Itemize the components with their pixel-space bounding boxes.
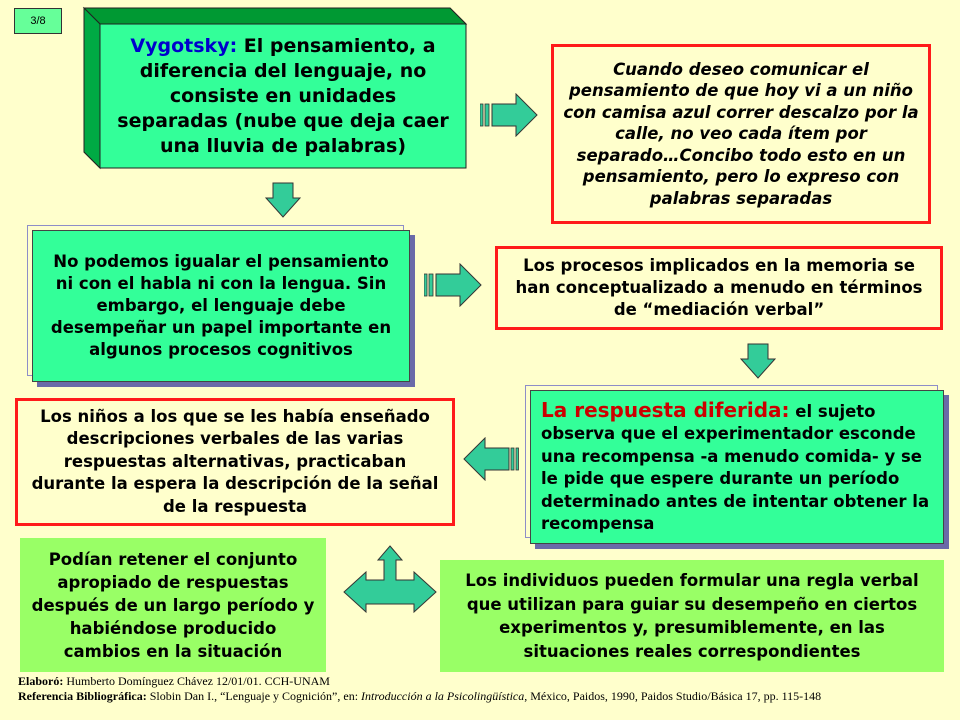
- vygotsky-name: Vygotsky:: [130, 34, 238, 57]
- individuos-box: Los individuos pueden formular una regla verbal que utilizan para guiar su desempeño en ciertos experimentos y, presumiblemente, en las situaciones reales correspondientes: [440, 560, 944, 672]
- three-way-arrow-icon: [340, 544, 440, 622]
- arrow-right-icon: [424, 263, 482, 307]
- arrow-right-icon: [480, 93, 538, 137]
- slide-number: 3/8: [14, 8, 62, 34]
- vygotsky-box: [84, 8, 466, 168]
- retener-box: Podían retener el conjunto apropiado de respuestas después de un largo período y habiéndose producido cambios en la situación: [20, 538, 326, 672]
- footer-ref-italic: Introducción a la Psicolingüística: [361, 689, 525, 703]
- igualar-box: [32, 230, 410, 382]
- arrow-left-icon: [463, 437, 519, 481]
- memoria-box: Los procesos implicados en la memoria se han conceptualizado a menudo en términos de “mediación verbal”: [495, 246, 943, 330]
- footer-ref-text2: , México, Paidos, 1990, Paidos Studio/Básica 17, pp. 115-148: [524, 689, 822, 703]
- igualar-text: No podemos igualar el pensamiento ni con el habla ni con la lengua. Sin embargo, el lenguaje debe desempeñar un papel importante en algunos procesos cognitivos: [50, 252, 392, 359]
- arrow-down-icon: [740, 343, 776, 379]
- arrow-down-icon: [265, 182, 301, 218]
- diferida-text: [531, 391, 943, 543]
- comunicar-box: Cuando deseo comunicar el pensamiento de que hoy vi a un niño con camisa azul correr descalzo por la calle, no veo cada ítem por separado…Concibo todo esto en un pensamiento, pero lo expreso con palabras separadas: [551, 44, 931, 224]
- diferida-body: el sujeto observa que el experimentador esconde una recompensa -a menudo comida- y se le pide que espere durante un período determinado antes de intentar obtener la recompensa: [541, 401, 930, 533]
- footer-ref-label: Referencia Bibliográfica:: [18, 689, 147, 703]
- diferida-box: [530, 390, 944, 544]
- vygotsky-text: [102, 24, 464, 168]
- footer-elaboro-label: Elaboró:: [18, 674, 64, 688]
- footer-elaboro: [18, 674, 330, 689]
- vygotsky-body: El pensamiento, a diferencia del lenguaje, no consiste en unidades separadas (nube que deja caer una lluvia de palabras): [117, 34, 449, 157]
- footer-elaboro-text: Humberto Domínguez Chávez 12/01/01. CCH-UNAM: [63, 674, 330, 688]
- footer-ref-text1: Slobin Dan I., “Lenguaje y Cognición”, en:: [146, 689, 362, 703]
- diferida-title: La respuesta diferida:: [541, 397, 790, 422]
- ninos-box: Los niños a los que se les había enseñado descripciones verbales de las varias respuestas alternativas, practicaban durante la espera la descripción de la señal de la respuesta: [15, 398, 455, 526]
- footer-reference: [18, 689, 821, 704]
